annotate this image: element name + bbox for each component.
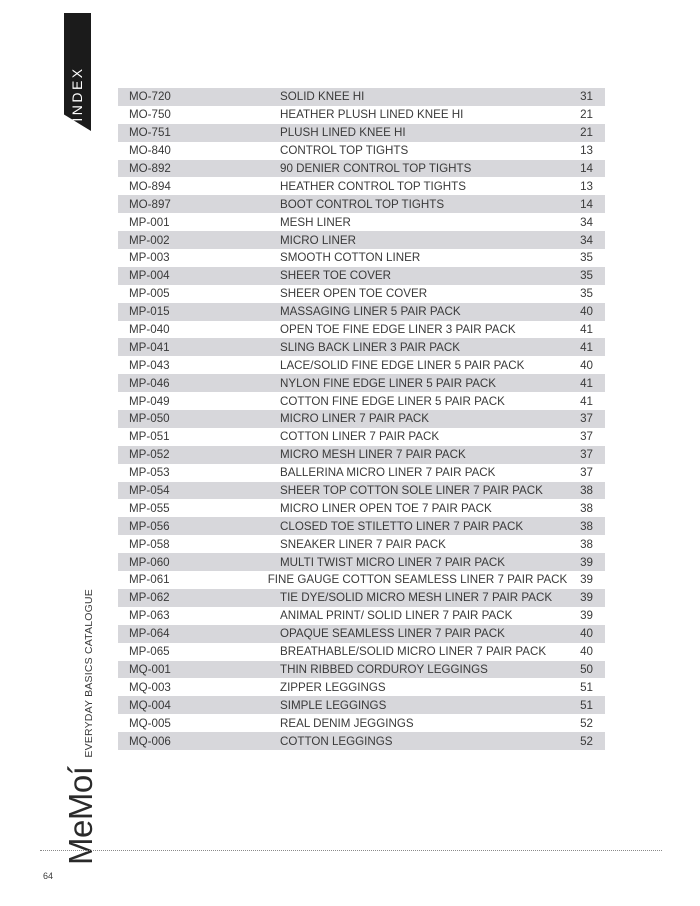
product-description: MULTI TWIST MICRO LINER 7 PAIR PACK — [280, 555, 506, 569]
index-row — [118, 661, 605, 679]
page-reference: 51 — [580, 680, 593, 694]
product-description: ZIPPER LEGGINGS — [280, 680, 386, 694]
index-row — [118, 392, 605, 410]
product-description: SLING BACK LINER 3 PAIR PACK — [280, 340, 460, 354]
product-code: MP-061 — [129, 573, 170, 587]
index-row — [118, 732, 605, 750]
index-table — [118, 88, 605, 750]
product-description: FINE GAUGE COTTON SEAMLESS LINER 7 PAIR PACK — [267, 573, 568, 587]
product-code: MP-005 — [129, 287, 170, 301]
index-row — [118, 517, 605, 535]
index-row — [118, 499, 605, 517]
product-code: MO-894 — [129, 179, 171, 193]
product-code: MP-001 — [129, 215, 170, 229]
product-code: MP-004 — [129, 269, 170, 283]
page-reference: 41 — [580, 340, 593, 354]
page-reference: 40 — [580, 358, 593, 372]
product-description: HEATHER CONTROL TOP TIGHTS — [280, 179, 466, 193]
product-code: MO-892 — [129, 162, 171, 175]
product-code: MQ-003 — [129, 680, 171, 694]
index-row — [118, 106, 605, 124]
product-code: MP-060 — [129, 555, 170, 569]
product-description: MASSAGING LINER 5 PAIR PACK — [280, 305, 461, 319]
page-reference: 21 — [580, 108, 593, 122]
product-code: MP-041 — [129, 340, 170, 354]
product-description: SIMPLE LEGGINGS — [280, 698, 387, 712]
page-reference: 52 — [580, 734, 593, 748]
product-description: BOOT CONTROL TOP TIGHTS — [280, 197, 445, 211]
index-row — [118, 589, 605, 607]
page-number: 64 — [43, 871, 54, 881]
index-row — [118, 553, 605, 571]
page-reference: 39 — [580, 573, 593, 587]
page-reference: 38 — [580, 537, 593, 551]
product-description: THIN RIBBED CORDUROY LEGGINGS — [280, 662, 488, 676]
product-description: BALLERINA MICRO LINER 7 PAIR PACK — [280, 466, 496, 480]
index-row — [118, 356, 605, 374]
page-reference: 41 — [580, 394, 593, 408]
product-code: MP-054 — [129, 484, 170, 498]
page-reference: 41 — [580, 376, 593, 390]
index-row — [118, 231, 605, 249]
product-code: MP-064 — [129, 627, 170, 641]
page-reference: 35 — [580, 251, 593, 265]
index-row — [118, 177, 605, 195]
product-description: SHEER TOP COTTON SOLE LINER 7 PAIR PACK — [280, 484, 543, 498]
index-row — [118, 535, 605, 553]
brand-logo: MeMoí — [62, 766, 99, 865]
index-row — [118, 195, 605, 213]
index-row — [118, 607, 605, 625]
page-reference: 14 — [580, 197, 593, 211]
page-reference: 51 — [580, 698, 593, 712]
index-row — [118, 482, 605, 500]
page-reference: 38 — [580, 484, 593, 498]
page-reference: 38 — [580, 519, 593, 533]
product-code: MP-040 — [129, 323, 170, 337]
product-description: OPAQUE SEAMLESS LINER 7 PAIR PACK — [280, 627, 505, 641]
product-description: HEATHER PLUSH LINED KNEE HI — [280, 108, 464, 122]
product-description: MICRO LINER — [280, 233, 357, 247]
index-row — [118, 464, 605, 482]
product-description: CONTROL TOP TIGHTS — [280, 144, 409, 158]
index-row — [118, 625, 605, 643]
product-code: MP-053 — [129, 466, 170, 480]
product-code: MP-003 — [129, 251, 170, 265]
product-description: PLUSH LINED KNEE HI — [280, 126, 406, 140]
index-row — [118, 714, 605, 732]
product-description: MICRO LINER 7 PAIR PACK — [280, 412, 430, 426]
product-description: NYLON FINE EDGE LINER 5 PAIR PACK — [280, 376, 497, 390]
page-reference: 31 — [580, 90, 593, 104]
product-description: BREATHABLE/SOLID MICRO LINER 7 PAIR PACK — [280, 645, 547, 659]
product-description: TIE DYE/SOLID MICRO MESH LINER 7 PAIR PACK — [280, 591, 553, 605]
page-reference: 39 — [580, 591, 593, 605]
product-description: LACE/SOLID FINE EDGE LINER 5 PAIR PACK — [280, 358, 525, 372]
page-reference: 13 — [580, 144, 593, 158]
product-code: MO-750 — [129, 108, 171, 122]
index-row — [118, 285, 605, 303]
brand-block — [62, 589, 100, 865]
product-description: SMOOTH COTTON LINER — [280, 251, 421, 265]
product-description: COTTON LINER 7 PAIR PACK — [280, 430, 440, 444]
product-code: MP-015 — [129, 305, 170, 319]
page-reference: 37 — [580, 412, 593, 426]
page-reference: 35 — [580, 269, 593, 283]
index-row — [118, 321, 605, 339]
product-code: MP-055 — [129, 501, 170, 515]
product-code: MP-043 — [129, 358, 170, 372]
page-reference: 41 — [580, 323, 593, 337]
index-row — [118, 303, 605, 321]
product-code: MO-897 — [129, 197, 171, 211]
index-row — [118, 124, 605, 142]
page-reference: 37 — [580, 448, 593, 462]
page-reference: 14 — [580, 162, 593, 175]
product-description: COTTON FINE EDGE LINER 5 PAIR PACK — [280, 394, 505, 408]
product-code: MP-065 — [129, 645, 170, 659]
product-code: MP-051 — [129, 430, 170, 444]
index-row — [118, 678, 605, 696]
page-reference: 38 — [580, 501, 593, 515]
product-code: MQ-001 — [129, 662, 171, 676]
index-section-label: INDEX — [69, 66, 85, 122]
index-row — [118, 338, 605, 356]
product-description: COTTON LEGGINGS — [280, 734, 393, 748]
product-code: MQ-006 — [129, 734, 171, 748]
index-row — [118, 446, 605, 464]
index-row — [118, 571, 605, 589]
index-row — [118, 696, 605, 714]
index-row — [118, 410, 605, 428]
footer-divider — [40, 850, 662, 851]
product-code: MP-046 — [129, 376, 170, 390]
page-reference: 13 — [580, 179, 593, 193]
page-reference: 34 — [580, 233, 593, 247]
index-row — [118, 267, 605, 285]
page-reference: 37 — [580, 466, 593, 480]
page-reference: 35 — [580, 287, 593, 301]
index-row — [118, 249, 605, 267]
page-reference: 50 — [580, 662, 593, 676]
product-description: REAL DENIM JEGGINGS — [280, 716, 414, 730]
product-code: MP-062 — [129, 591, 170, 605]
page-reference: 40 — [580, 627, 593, 641]
product-code: MQ-005 — [129, 716, 171, 730]
product-description: MICRO LINER OPEN TOE 7 PAIR PACK — [280, 501, 492, 515]
product-description: 90 DENIER CONTROL TOP TIGHTS — [280, 162, 472, 175]
product-code: MO-840 — [129, 144, 171, 158]
catalogue-title: EVERYDAY BASICS CATALOGUE — [83, 589, 95, 758]
product-code: MP-049 — [129, 394, 170, 408]
page-reference: 39 — [580, 555, 593, 569]
index-row — [118, 643, 605, 661]
index-row — [118, 428, 605, 446]
index-row — [118, 142, 605, 160]
page-reference: 34 — [580, 215, 593, 229]
product-code: MP-063 — [129, 609, 170, 623]
product-code: MP-002 — [129, 233, 170, 247]
product-code: MP-050 — [129, 412, 170, 426]
index-row — [118, 374, 605, 392]
product-description: ANIMAL PRINT/ SOLID LINER 7 PAIR PACK — [280, 609, 513, 623]
product-description: SNEAKER LINER 7 PAIR PACK — [280, 537, 446, 551]
product-code: MP-058 — [129, 537, 170, 551]
product-description: SOLID KNEE HI — [280, 90, 365, 104]
product-code: MQ-004 — [129, 698, 171, 712]
product-code: MP-056 — [129, 519, 170, 533]
page-reference: 21 — [580, 126, 593, 140]
page-reference: 39 — [580, 609, 593, 623]
page-reference: 40 — [580, 305, 593, 319]
page-reference: 52 — [580, 716, 593, 730]
index-row — [118, 213, 605, 231]
product-code: MP-052 — [129, 448, 170, 462]
product-description: MICRO MESH LINER 7 PAIR PACK — [280, 448, 466, 462]
page-reference: 37 — [580, 430, 593, 444]
index-row — [118, 88, 605, 106]
index-row — [118, 160, 605, 178]
product-description: CLOSED TOE STILETTO LINER 7 PAIR PACK — [280, 519, 524, 533]
product-description: OPEN TOE FINE EDGE LINER 3 PAIR PACK — [280, 323, 516, 337]
product-code: MO-720 — [129, 90, 171, 104]
product-code: MO-751 — [129, 126, 171, 140]
product-description: SHEER OPEN TOE COVER — [280, 287, 428, 301]
product-description: MESH LINER — [280, 215, 351, 229]
page-reference: 40 — [580, 645, 593, 659]
product-description: SHEER TOE COVER — [280, 269, 392, 283]
